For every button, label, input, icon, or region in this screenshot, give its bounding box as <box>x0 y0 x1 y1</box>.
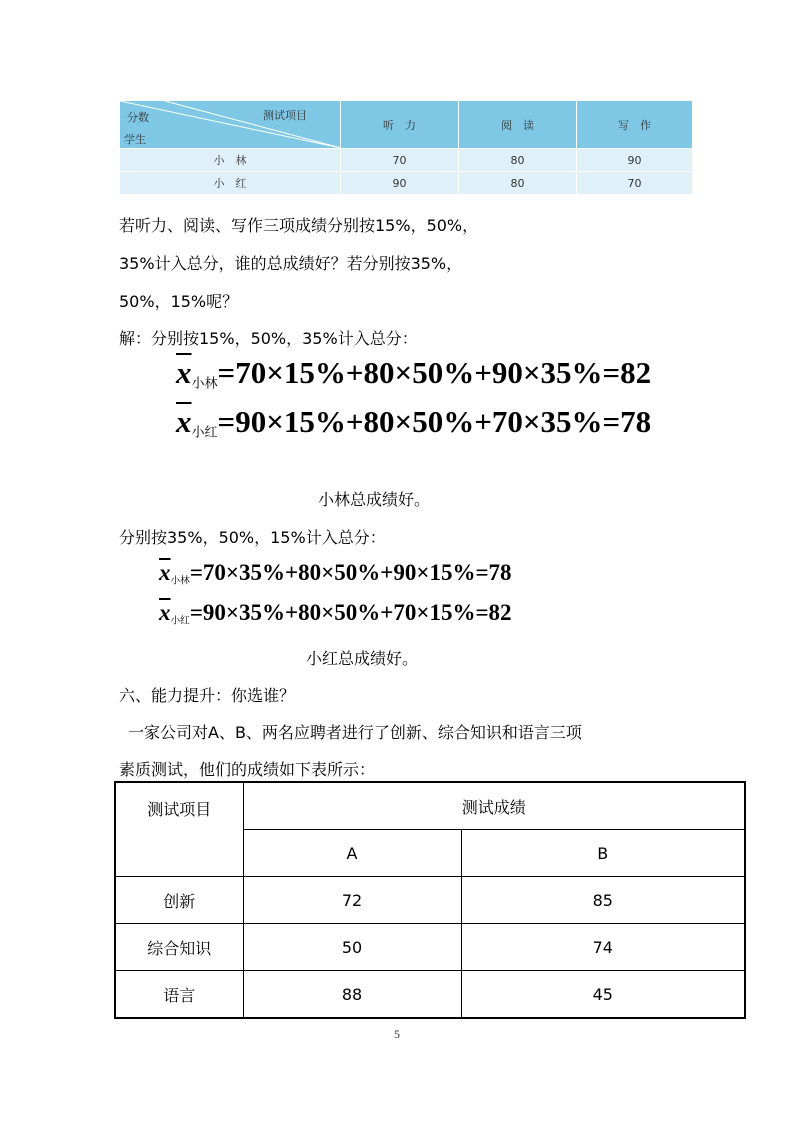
page-number: 5 <box>394 1027 400 1041</box>
formula-subscript: 小林 <box>170 575 190 587</box>
header-col-b: B <box>461 830 745 877</box>
score-b: 74 <box>461 924 745 971</box>
score-cell: 80 <box>459 149 577 172</box>
mean-symbol: $\overline{x}$ <box>176 355 192 390</box>
solution-2-intro: 分别按35%，50%，15%计入总分： <box>119 528 386 547</box>
formula-subscript: 小红 <box>170 615 190 627</box>
solution-1-conclusion: 小林总成绩好。 <box>318 490 431 509</box>
corner-diagonal-lines <box>120 101 341 148</box>
header-col-a: A <box>243 830 461 877</box>
formula-expression: =90×35%+80×50%+70×15%=82 <box>189 600 512 625</box>
score-cell: 90 <box>577 149 693 172</box>
test-item-name: 综合知识 <box>115 924 243 971</box>
score-cell: 80 <box>459 172 577 195</box>
col-header-listening: 听 力 <box>341 101 459 149</box>
table-row <box>115 971 745 1019</box>
score-table-corner <box>120 101 341 149</box>
score-b: 85 <box>461 877 745 924</box>
col-header-reading: 阅 读 <box>459 101 577 149</box>
table-row <box>115 924 745 971</box>
mean-symbol: $\overline{x}$ <box>176 404 192 439</box>
table-row <box>120 149 693 172</box>
solution-2-conclusion: 小红总成绩好。 <box>306 649 419 668</box>
formula-subscript: 小红 <box>191 425 218 441</box>
formula-expression: =70×15%+80×50%+90×35%=82 <box>217 355 652 390</box>
student-name: 小 红 <box>120 172 341 195</box>
question-line-3: 50%，15%呢？ <box>119 292 239 311</box>
question-line-1: 若听力、阅读、写作三项成绩分别按15%，50%， <box>119 216 479 235</box>
question-line-2: 35%计入总分，谁的总成绩好？若分别按35%， <box>119 254 463 273</box>
corner-left-label: 分数 <box>127 111 149 124</box>
formula-4 <box>159 600 512 626</box>
mean-symbol: $\overline{x}$ <box>159 600 171 625</box>
score-b: 45 <box>461 971 745 1019</box>
table-row <box>115 877 745 924</box>
student-name: 小 林 <box>120 149 341 172</box>
formula-2 <box>176 404 651 441</box>
table-row <box>120 172 693 195</box>
score-table <box>119 100 693 195</box>
test-score-table <box>114 781 746 1019</box>
solution-1-intro: 解：分别按15%，50%，35%计入总分： <box>119 329 418 348</box>
formula-1 <box>176 355 651 392</box>
test-item-name: 创新 <box>115 877 243 924</box>
score-cell: 90 <box>341 172 459 195</box>
formula-subscript: 小林 <box>191 376 218 392</box>
mean-symbol: $\overline{x}$ <box>159 560 171 585</box>
col-header-writing: 写 作 <box>577 101 693 149</box>
header-test-item: 测试项目 <box>115 782 243 877</box>
test-item-name: 语言 <box>115 971 243 1019</box>
corner-bottom-label: 学生 <box>124 133 146 146</box>
score-cell: 70 <box>577 172 693 195</box>
header-test-scores: 测试成绩 <box>243 782 745 830</box>
section-title: 六、能力提升：你选谁？ <box>119 686 296 705</box>
problem-line-1: 一家公司对A、B、两名应聘者进行了创新、综合知识和语言三项 <box>128 723 582 742</box>
corner-top-label: 测试项目 <box>263 109 307 122</box>
score-a: 72 <box>243 877 461 924</box>
score-a: 88 <box>243 971 461 1019</box>
formula-expression: =70×35%+80×50%+90×15%=78 <box>189 560 512 585</box>
formula-3 <box>159 560 512 586</box>
problem-line-2: 素质测试，他们的成绩如下表所示： <box>119 760 376 779</box>
score-cell: 70 <box>341 149 459 172</box>
score-a: 50 <box>243 924 461 971</box>
formula-expression: =90×15%+80×50%+70×35%=78 <box>217 404 652 439</box>
